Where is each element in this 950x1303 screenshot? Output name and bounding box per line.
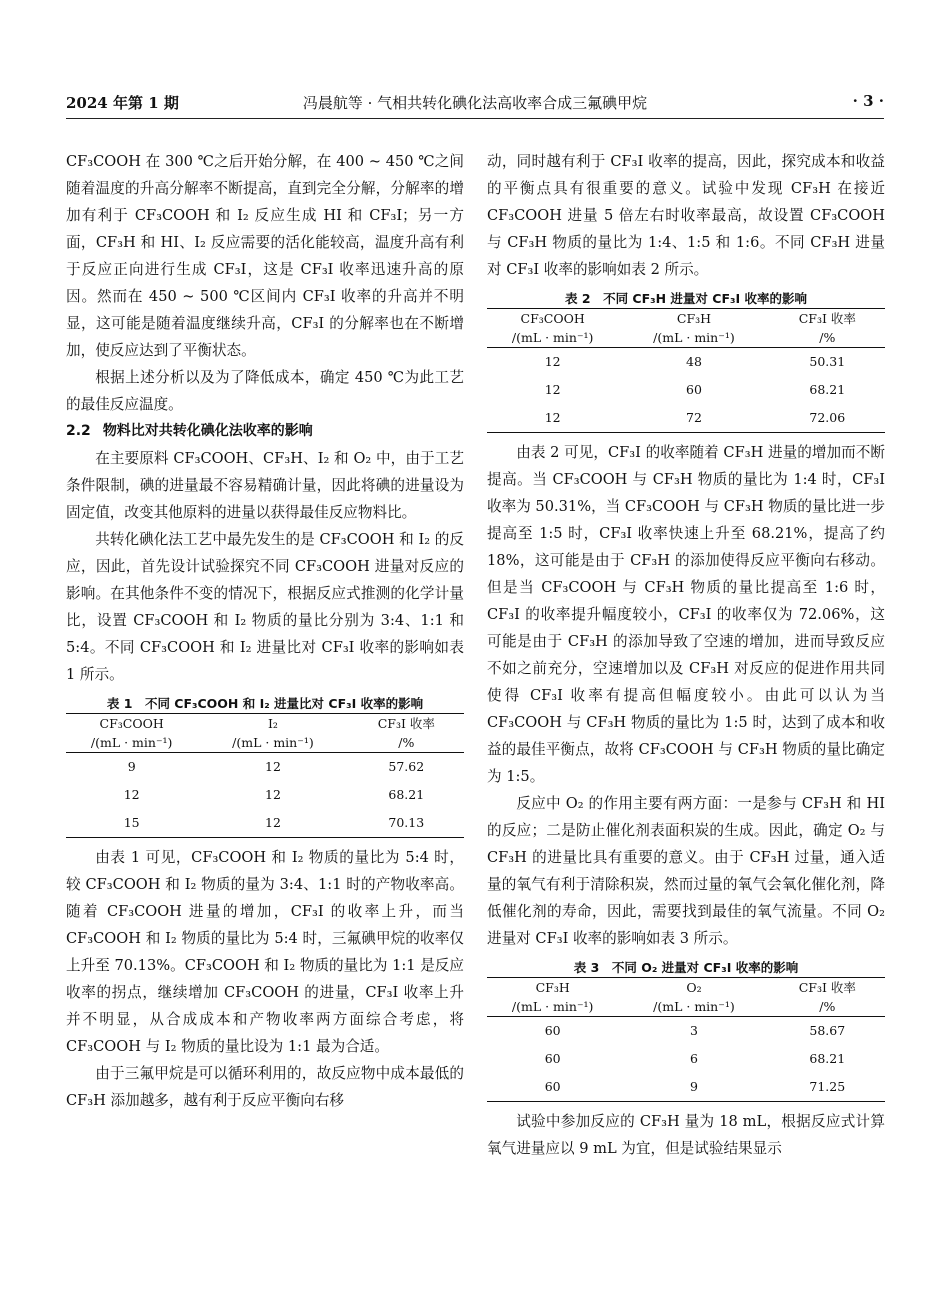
- data-table: [487, 308, 885, 433]
- col-unit: /(mL · min⁻¹): [618, 328, 769, 348]
- table-cell: 70.13: [349, 809, 464, 838]
- table-cell: 60: [544, 1023, 561, 1038]
- paragraph: 由表 2 可见，CF₃I 的收率随着 CF₃H 进量的增加而不断提高。当 CF₃COOH 与 CF₃H 物质的量比为 1:4 时，CF₃I 收率为 50.31%，当 CF₃COOH 与 CF₃H 物质的量比进一步提高至 1:5 时，CF₃I 收率快速上升至 68.21%，提高了约 18%，这可能是由于 CF₃H 的添加使得反应平衡向右移动。但是当 CF₃COOH 与 CF₃H 物质的量比提高至 1:6 时，CF₃I 的收率提升幅度较小，CF₃I 的收率仅为 72.06%，这可能是由于 CF₃H 的添加导致了空速的增加，进而导致反应不如之前充分，空速增加以及 CF₃H 对反应的促进作用共同使得 CF₃I 收率有提高但幅度较小。由此可以认为当 CF₃COOH 与 CF₃H 物质的量比为 1:5 时，达到了成本和收益的最佳平衡点，故将 CF₃COOH 与 CF₃H 物质的量比确定为 1:5。: [487, 444, 885, 785]
- table-1: [66, 694, 464, 838]
- section-heading: [66, 418, 464, 445]
- col-header: CF₃I 收率: [770, 309, 885, 329]
- table-cell: 12: [544, 382, 561, 397]
- table-cell: 12: [197, 809, 348, 838]
- table-cell: 58.67: [809, 1023, 846, 1038]
- table-row: [66, 781, 464, 809]
- table-3: [487, 958, 885, 1102]
- paragraph: 根据上述分析以及为了降低成本，确定 450 ℃为此工艺的最佳反应温度。: [66, 369, 464, 413]
- table-caption: 表 3 不同 O₂ 进量对 CF₃I 收率的影响: [573, 960, 799, 975]
- left-column: [66, 148, 464, 1114]
- table-cell: 12: [265, 787, 281, 802]
- table-cell: 68.21: [388, 787, 425, 802]
- table-cell: 68.21: [809, 1051, 846, 1066]
- table-row: [66, 753, 464, 782]
- section-number: 2.2: [66, 423, 91, 439]
- col-unit: /%: [349, 733, 464, 753]
- data-table: [487, 977, 885, 1102]
- section-title: 物料比对共转化碘化法收率的影响: [102, 423, 313, 439]
- journal-issue: 2024 年第 1 期: [66, 94, 179, 112]
- col-unit: /(mL · min⁻¹): [66, 733, 197, 753]
- table-cell: 12: [123, 787, 140, 802]
- paragraph: 由于三氟甲烷是可以循环利用的，故反应物中成本最低的 CF₃H 添加越多，越有利于反应平衡向右移: [66, 1065, 464, 1109]
- table-cell: 72.06: [770, 404, 885, 433]
- col-unit: /%: [770, 328, 885, 348]
- col-header: O₂: [618, 978, 769, 998]
- table-cell: 9: [127, 759, 136, 774]
- col-header: CF₃COOH: [487, 309, 618, 329]
- table-cell: 6: [689, 1051, 698, 1066]
- col-unit: /(mL · min⁻¹): [487, 328, 618, 348]
- table-cell: 12: [544, 354, 561, 369]
- table-cell: 12: [265, 759, 281, 774]
- paragraph: 由表 1 可见，CF₃COOH 和 I₂ 物质的量比为 5:4 时，较 CF₃COOH 和 I₂ 物质的量为 3:4、1:1 时的产物收率高。随着 CF₃COOH 进量的增加，CF₃I 的收率上升，而当 CF₃COOH 和 I₂ 物质的量比为 5:4 时，三氟碘甲烷的收率仅上升至 70.13%。CF₃COOH 和 I₂ 物质的量比为 1:1 是反应收率的拐点，继续增加 CF₃COOH 的进量，CF₃I 收率上升并不明显，从合成成本和产物收率两方面综合考虑，将 CF₃COOH 与 I₂ 物质的量比设为 1:1 最为合适。: [66, 849, 464, 1055]
- table-cell: 9: [618, 1073, 769, 1102]
- col-unit: /(mL · min⁻¹): [197, 733, 348, 753]
- table-row: [487, 1073, 885, 1102]
- col-header: CF₃H: [487, 978, 618, 998]
- table-cell: 71.25: [770, 1073, 885, 1102]
- col-unit: /%: [770, 997, 885, 1017]
- col-header: CF₃COOH: [66, 714, 197, 734]
- table-caption: 表 2 不同 CF₃H 进量对 CF₃I 收率的影响: [565, 291, 807, 306]
- col-unit: /(mL · min⁻¹): [487, 997, 618, 1017]
- col-header: I₂: [197, 714, 348, 734]
- col-header: CF₃I 收率: [770, 978, 885, 998]
- paragraph: 动，同时越有利于 CF₃I 收率的提高，因此，探究成本和收益的平衡点具有很重要的意义。试验中发现 CF₃H 在接近 CF₃COOH 进量 5 倍左右时收率最高，故设置 CF₃COOH 与 CF₃H 物质的量比为 1:4、1:5 和 1:6。不同 CF₃H 进量对 CF₃I 收率的影响如表 2 所示。: [487, 153, 885, 278]
- table-cell: 68.21: [809, 382, 846, 397]
- table-cell: 60: [544, 1051, 561, 1066]
- data-table: [66, 713, 464, 838]
- paragraph: CF₃COOH 在 300 ℃之后开始分解，在 400 ~ 450 ℃之间随着温度的升高分解率不断提高，直到完全分解，分解率的增加有利于 CF₃COOH 和 I₂ 反应生成 HI 和 CF₃I；另一方面，CF₃H 和 HI、I₂ 反应需要的活化能较高，温度升高有利于反应正向进行生成 CF₃I，这是 CF₃I 收率迅速升高的原因。然而在 450 ~ 500 ℃区间内 CF₃I 收率的升高并不明显，这可能是随着温度继续升高，CF₃I 的分解率也在不断增加，使反应达到了平衡状态。: [66, 153, 464, 359]
- table-cell: 72: [618, 404, 769, 433]
- paragraph: 反应中 O₂ 的作用主要有两方面：一是参与 CF₃H 和 HI 的反应；二是防止催化剂表面积炭的生成。因此，确定 O₂ 与 CF₃H 的进量比具有重要的意义。由于 CF₃H 过量，通入适量的氧气有利于清除积炭，然而过量的氧气会氧化催化剂，降低催化剂的寿命，因此，需要找到最佳的氧气流量。不同 O₂ 进量对 CF₃I 收率的影响如表 3 所示。: [487, 795, 885, 947]
- paragraph: 试验中参加反应的 CF₃H 量为 18 mL，根据反应式计算氧气进量应以 9 mL 为宜，但是试验结果显示: [487, 1113, 885, 1157]
- running-header: [66, 92, 884, 119]
- table-cell: 50.31: [809, 354, 846, 369]
- table-cell: 57.62: [388, 759, 425, 774]
- table-row: [487, 404, 885, 433]
- table-cell: 48: [686, 354, 702, 369]
- paragraph: 共转化碘化法工艺中最先发生的是 CF₃COOH 和 I₂ 的反应，因此，首先设计试验探究不同 CF₃COOH 进量对反应的影响。在其他条件不变的情况下，根据反应式推测的化学计量比，设置 CF₃COOH 和 I₂ 物质的量比分别为 3:4、1:1 和 5:4。不同 CF₃COOH 和 I₂ 进量比对 CF₃I 收率的影响如表 1 所示。: [66, 531, 464, 683]
- col-header: CF₃I 收率: [349, 714, 464, 734]
- table-row: [487, 1017, 885, 1046]
- table-row: [487, 376, 885, 404]
- table-cell: 60: [487, 1073, 618, 1102]
- table-2: [487, 289, 885, 433]
- paragraph: 在主要原料 CF₃COOH、CF₃H、I₂ 和 O₂ 中，由于工艺条件限制，碘的进量最不容易精确计量，因此将碘的进量设为固定值，改变其他原料的进量以获得最佳反应物料比。: [66, 450, 464, 521]
- table-caption: 表 1 不同 CF₃COOH 和 I₂ 进量比对 CF₃I 收率的影响: [106, 696, 424, 711]
- table-cell: 12: [487, 404, 618, 433]
- table-cell: 15: [66, 809, 197, 838]
- table-cell: 3: [689, 1023, 698, 1038]
- table-row: [487, 348, 885, 377]
- table-cell: 60: [686, 382, 702, 397]
- col-unit: /(mL · min⁻¹): [618, 997, 769, 1017]
- col-header: CF₃H: [618, 309, 769, 329]
- page-number: · 3 ·: [852, 92, 884, 110]
- running-title: 冯晨航等 · 气相共转化碘化法高收率合成三氟碘甲烷: [302, 94, 648, 112]
- table-row: [66, 809, 464, 838]
- right-column: [487, 148, 885, 1162]
- table-row: [487, 1045, 885, 1073]
